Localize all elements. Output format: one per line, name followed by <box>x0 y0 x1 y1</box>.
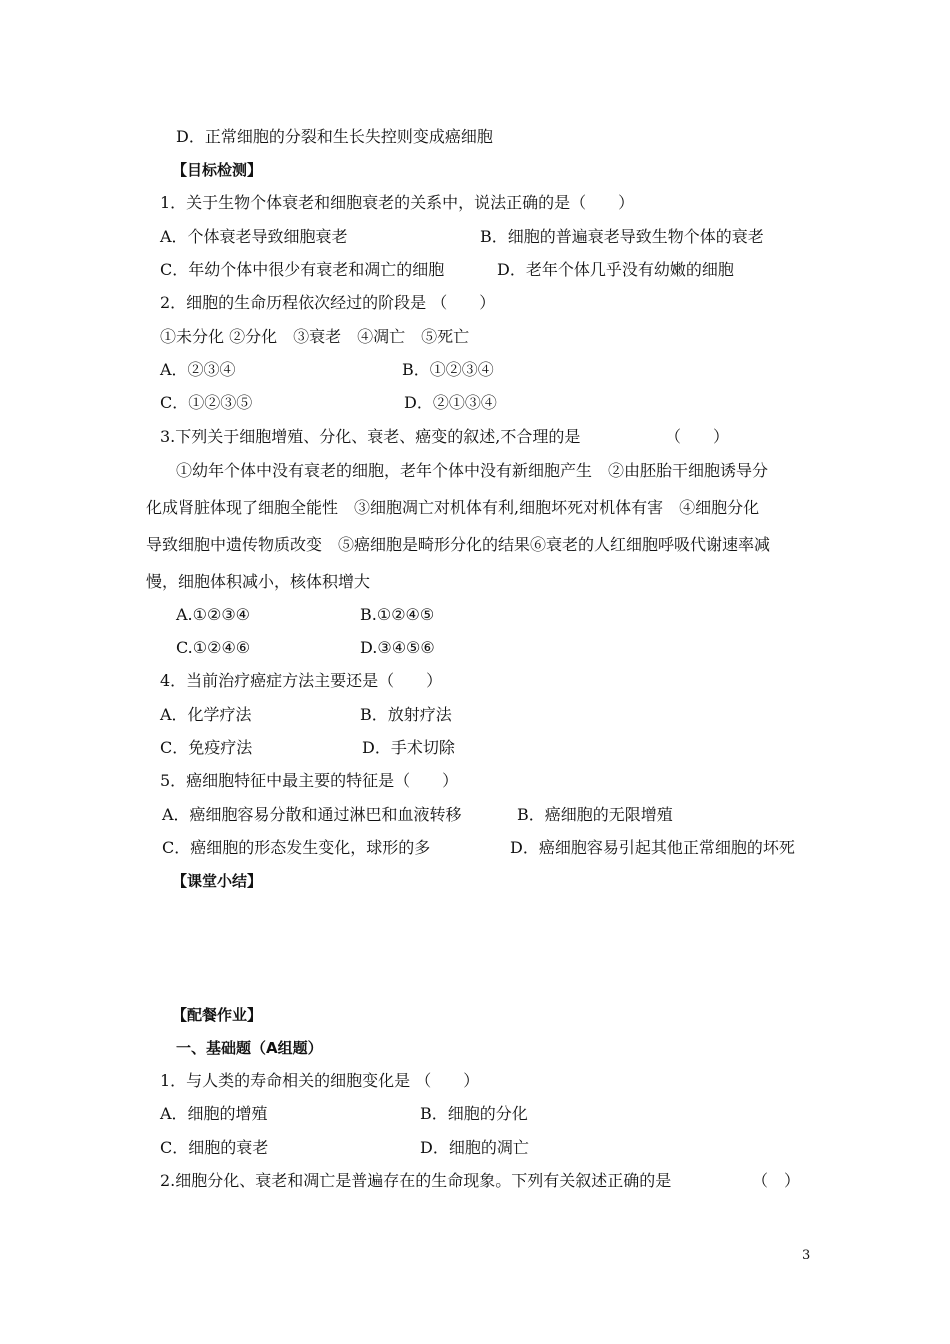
q1-option-c: C．年幼个体中很少有衰老和凋亡的细胞 <box>160 260 445 279</box>
q3-option-d: D.③④⑤⑥ <box>360 638 435 657</box>
q5-option-a: A．癌细胞容易分散和通过淋巴和血液转移 <box>162 805 462 824</box>
q3-option-a: A.①②③④ <box>176 605 251 624</box>
section-heading-homework: 【配餐作业】 <box>172 1006 263 1024</box>
q1-option-a: A．个体衰老导致细胞衰老 <box>160 227 348 246</box>
q3-option-b: B.①②④⑤ <box>360 605 435 624</box>
q4-option-d: D．手术切除 <box>362 738 455 757</box>
subsection-heading-basic: 一、基础题（A组题） <box>176 1039 323 1057</box>
section-heading-summary: 【课堂小结】 <box>172 872 263 890</box>
q3-statement-line-3: 导致细胞中遗传物质改变 ⑤癌细胞是畸形分化的结果⑥衰老的人红细胞呼吸代谢速率减 <box>146 535 771 554</box>
q2-option-a: A．②③④ <box>160 360 236 379</box>
q3-statement-line-2: 化成肾脏体现了细胞全能性 ③细胞凋亡对机体有利,细胞坏死对机体有害 ④细胞分化 <box>146 498 760 517</box>
option-d-prev: D．正常细胞的分裂和生长失控则变成癌细胞 <box>176 127 493 146</box>
question-3-bracket: （ ） <box>665 427 730 446</box>
question-4: 4．当前治疗癌症方法主要还是（ ） <box>160 671 443 690</box>
hw-q1-option-a: A．细胞的增殖 <box>160 1104 268 1123</box>
q2-option-d: D．②①③④ <box>404 393 497 412</box>
q4-option-a: A．化学疗法 <box>160 705 252 724</box>
hw-q1-option-d: D．细胞的凋亡 <box>420 1138 529 1157</box>
question-2: 2．细胞的生命历程依次经过的阶段是 （ ） <box>160 293 496 312</box>
q3-option-c: C.①②④⑥ <box>176 638 251 657</box>
q2-option-c: C．①②③⑤ <box>160 393 253 412</box>
q5-option-b: B．癌细胞的无限增殖 <box>517 805 673 824</box>
page-number: 3 <box>802 1248 811 1263</box>
q1-option-b: B．细胞的普遍衰老导致生物个体的衰老 <box>480 227 764 246</box>
hw-question-2-bracket: （ ） <box>752 1171 801 1190</box>
section-heading-target-check: 【目标检测】 <box>172 161 263 179</box>
q2-stages: ①未分化 ②分化 ③衰老 ④凋亡 ⑤死亡 <box>160 327 470 346</box>
q5-option-c: C．癌细胞的形态发生变化，球形的多 <box>162 838 431 857</box>
hw-question-2: 2.细胞分化、衰老和凋亡是普遍存在的生命现象。下列有关叙述正确的是 <box>160 1171 672 1190</box>
hw-question-1: 1．与人类的寿命相关的细胞变化是 （ ） <box>160 1071 480 1090</box>
hw-q1-option-b: B．细胞的分化 <box>420 1104 528 1123</box>
q1-option-d: D．老年个体几乎没有幼嫩的细胞 <box>497 260 734 279</box>
question-3: 3.下列关于细胞增殖、分化、衰老、癌变的叙述,不合理的是 <box>160 427 581 446</box>
q3-statement-line-4: 慢，细胞体积减小，核体积增大 <box>146 572 371 591</box>
q4-option-b: B．放射疗法 <box>360 705 452 724</box>
q5-option-d: D．癌细胞容易引起其他正常细胞的坏死 <box>510 838 795 857</box>
question-5: 5．癌细胞特征中最主要的特征是（ ） <box>160 771 459 790</box>
q3-statement-line-1: ①幼年个体中没有衰老的细胞，老年个体中没有新细胞产生 ②由胚胎干细胞诱导分 <box>176 461 769 480</box>
q2-option-b: B．①②③④ <box>402 360 494 379</box>
q4-option-c: C．免疫疗法 <box>160 738 253 757</box>
question-1: 1．关于生物个体衰老和细胞衰老的关系中，说法正确的是（ ） <box>160 193 635 212</box>
hw-q1-option-c: C．细胞的衰老 <box>160 1138 269 1157</box>
